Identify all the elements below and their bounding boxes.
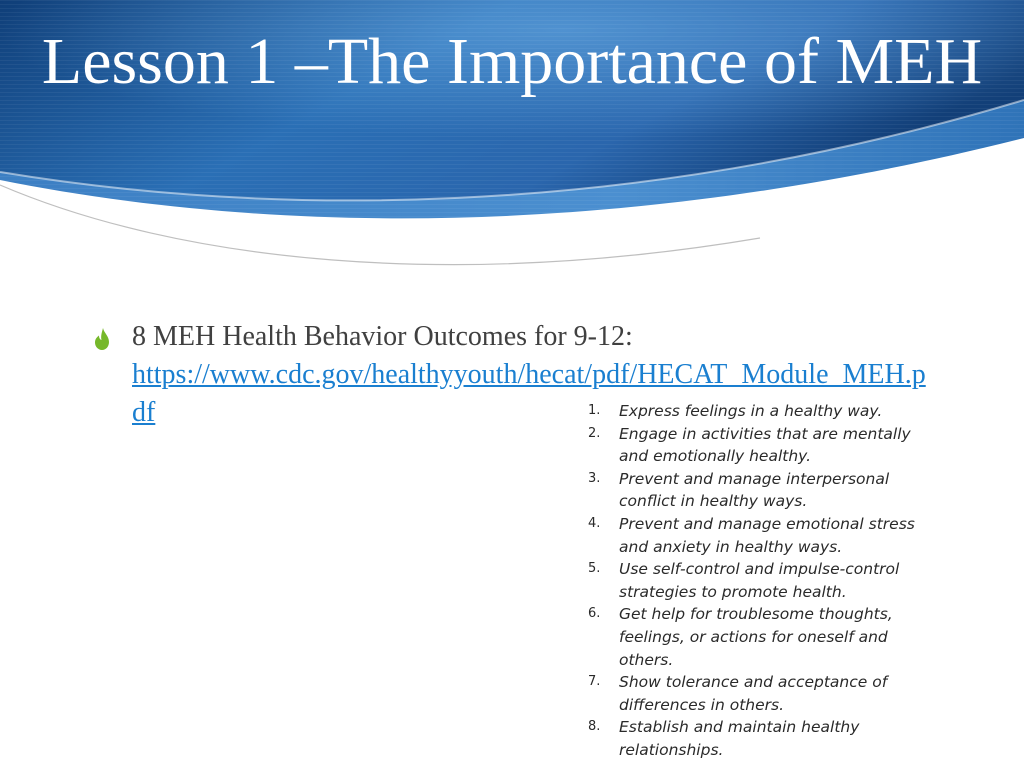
outcome-number: 3. [588,470,601,486]
flame-bullet-icon [94,328,110,350]
outcome-number: 2. [588,425,601,441]
outcome-item [588,716,928,761]
outcome-item [588,603,928,671]
slide-title: Lesson 1 –The Importance of MEH [41,25,983,98]
outcome-text: Use self-control and impulse-control strategies to promote health. [619,560,900,601]
outcome-number: 7. [588,674,601,690]
hecat-module-link[interactable]: https://www.cdc.gov/healthyyouth/hecat/pdf/HECAT_Module_MEH.pdf [132,359,926,428]
outcome-text: Get help for troublesome thoughts, feelings, or actions for oneself and others. [619,605,893,669]
outcome-text: Prevent and manage interpersonal conflict in healthy ways. [619,469,890,511]
bullet-label: 8 MEH Health Behavior Outcomes for 9-12: [132,321,633,352]
outcome-text: Prevent and manage emotional stress and anxiety in healthy ways. [619,514,915,556]
outcomes-list [588,400,928,762]
outcome-number: 6. [588,606,601,622]
outcome-item [588,423,928,468]
outcome-text: Establish and maintain healthy relationships. [619,718,860,759]
outcome-item [588,468,928,513]
outcome-item [588,400,928,423]
outcome-number: 8. [588,719,601,735]
outcome-text: Show tolerance and acceptance of differences in others. [619,673,888,714]
outcome-item [588,558,928,603]
outcome-text: Engage in activities that are mentally and emotionally healthy. [619,424,911,466]
outcome-item [588,513,928,558]
outcome-number: 1. [588,403,601,418]
outcome-number: 5. [588,561,601,577]
outcome-item [588,671,928,716]
outcome-text: Express feelings in a healthy way. [619,402,883,420]
outcome-number: 4. [588,515,601,531]
